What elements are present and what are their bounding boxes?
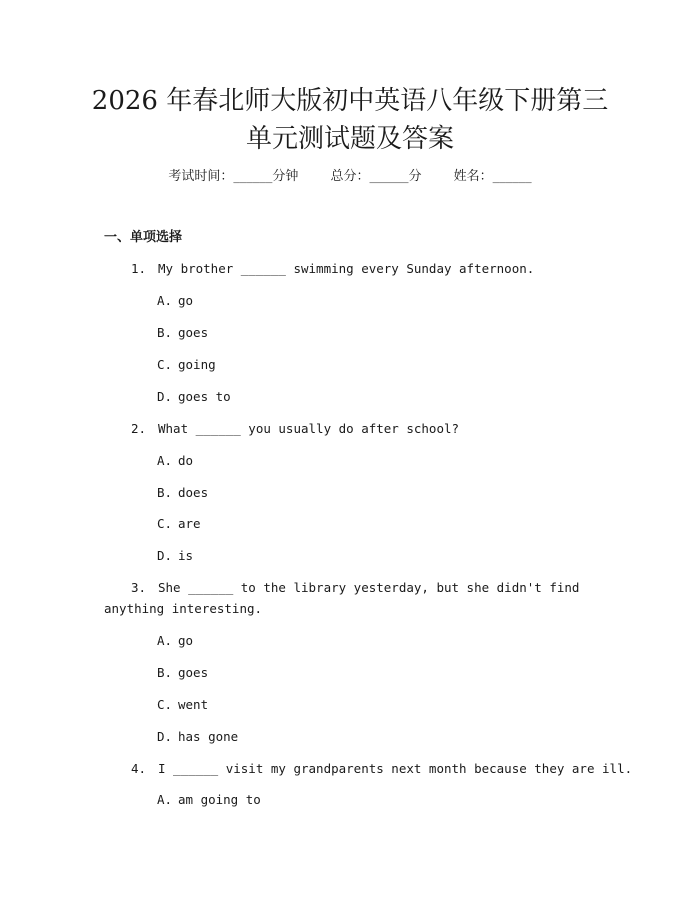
option-3b [157, 663, 208, 683]
option-1b [157, 323, 208, 343]
option-1c [157, 355, 216, 375]
option-letter: C. [157, 357, 173, 372]
section-heading: 一、单项选择 [104, 230, 183, 245]
option-text: goes [178, 325, 209, 340]
option-text: went [178, 697, 209, 712]
question-4 [131, 759, 632, 779]
option-3a [157, 631, 193, 651]
option-1a [157, 291, 193, 311]
question-2 [131, 419, 459, 439]
question-1 [131, 259, 534, 279]
option-letter: A. [157, 453, 173, 468]
total-score-field: 总分：______分 [330, 169, 422, 184]
option-text: does [178, 485, 209, 500]
option-letter: C. [157, 516, 173, 531]
option-text: is [178, 548, 194, 563]
question-3-continued: anything interesting. [104, 601, 263, 616]
question-text: She ______ to the library yesterday, but she didn't find [158, 580, 580, 595]
exam-info [0, 168, 700, 186]
option-letter: A. [157, 633, 173, 648]
option-2d [157, 546, 193, 566]
option-3c [157, 695, 208, 715]
option-text: has gone [178, 729, 239, 744]
option-letter: D. [157, 389, 173, 404]
option-text: do [178, 453, 194, 468]
option-2b [157, 483, 208, 503]
question-number: 3. [131, 580, 147, 595]
option-text: goes to [178, 389, 231, 404]
option-letter: D. [157, 729, 173, 744]
option-letter: C. [157, 697, 173, 712]
exam-time-field: 考试时间：______分钟 [168, 169, 299, 184]
question-number: 2. [131, 421, 147, 436]
question-number: 1. [131, 261, 147, 276]
option-text: am going to [178, 792, 261, 807]
option-3d [157, 727, 238, 747]
option-letter: B. [157, 485, 173, 500]
option-letter: A. [157, 293, 173, 308]
name-field: 姓名：______ [453, 169, 532, 184]
question-3 [131, 578, 579, 598]
option-text: are [178, 516, 201, 531]
title-line-2: 单元测试题及答案 [245, 124, 454, 154]
option-2c [157, 514, 201, 534]
option-text: goes [178, 665, 209, 680]
option-text: going [178, 357, 216, 372]
question-text: What ______ you usually do after school? [158, 421, 460, 436]
question-text: My brother ______ swimming every Sunday afternoon. [158, 261, 535, 276]
option-1d [157, 387, 231, 407]
option-letter: A. [157, 792, 173, 807]
page-title [0, 82, 700, 158]
option-text: go [178, 293, 194, 308]
option-letter: B. [157, 665, 173, 680]
option-letter: D. [157, 548, 173, 563]
option-2a [157, 451, 193, 471]
question-text: I ______ visit my grandparents next month because they are ill. [158, 761, 633, 776]
option-letter: B. [157, 325, 173, 340]
title-line-1: 2026 年春北师大版初中英语八年级下册第三 [91, 86, 609, 116]
question-number: 4. [131, 761, 147, 776]
option-4a [157, 790, 261, 810]
option-text: go [178, 633, 194, 648]
